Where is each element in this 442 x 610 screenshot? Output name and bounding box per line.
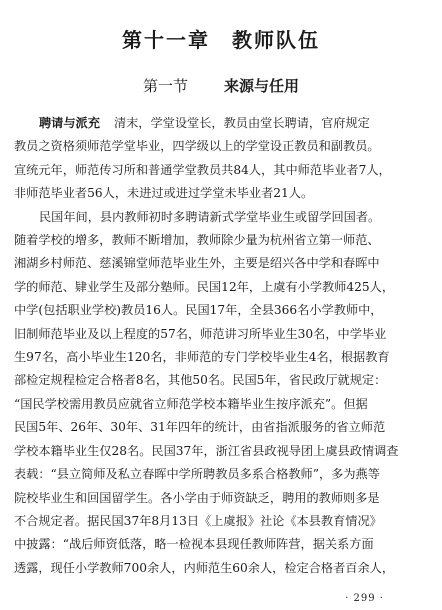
text-line: 透露，现任小学教师700余人，内师范生60余人，检定合格者百余人， [14, 560, 395, 575]
section-number: 第一节 [142, 77, 188, 95]
body-text [14, 112, 430, 580]
text-line: 宣统元年，师范传习所和普通学堂教员共84人，其中师范毕业者7人， [14, 162, 391, 177]
text-line: 生97名，高小毕业生120名，非师范的专门学校毕业生4名，根据教育 [14, 350, 390, 365]
text-line: 表载：“县立简师及私立春晖中学所聘教员多系合格教师”，多为燕等 [14, 467, 380, 482]
section-title [0, 75, 442, 96]
text-line: 旧制师范毕业及以上程度的57名，师范讲习所毕业生30名，中学毕业 [14, 326, 387, 341]
text-line: 民国5年、26年、30年、31年四年的统计，由省指派服务的省立师范 [14, 420, 386, 435]
text-line: “国民学校需用教员应就省立师范学校本籍毕业生按序派充”。但据 [14, 396, 368, 411]
text-line: 非师范毕业者56人，未进过或进过学堂未毕业者21人。 [14, 186, 314, 201]
text-line: 学校本籍毕业生仅28名。民国37年，浙江省县政视导团上虞县政情调查 [14, 443, 399, 458]
text-line: 随着学校的增多，教师不断增加，教师除少量为杭州省立第一师范、 [14, 233, 380, 248]
text-line: 中学(包括职业学校)教员16人。民国17年，全县366名小学教师中， [14, 303, 383, 318]
text-line: 院校毕业生和回国留学生。各小学由于师资缺乏，聘用的教师则多是 [14, 490, 380, 505]
text-line: 学的师范、肄业学生及部分塾师。民国12年，上虞有小学教师425人， [14, 279, 395, 294]
chapter-title: 第十一章 教师队伍 [122, 28, 320, 52]
text-line: 民国年间，县内教师初时多聘请新式学堂毕业生或留学回国者。 [39, 209, 381, 224]
text-line: 中披露：“战后师资低落，略一检视本县现任教师阵营，据关系方面 [14, 537, 374, 552]
text-line: 教员之资格须师范学堂毕业，四学级以上的学堂设正教员和副教员。 [14, 139, 380, 154]
text-line: 不合规定者。据民国37年8月13日《上虞报》社论《本县教育情况》 [14, 513, 382, 528]
text-line: 湘湖乡村师范、慈溪锦堂师范毕业生外，主要是绍兴各中学和春晖中 [14, 256, 380, 271]
section-name: 来源与任用 [224, 77, 300, 95]
text-line: 聘请与派充 清末，学堂设堂长，教员由堂长聘请，官府规定 [39, 116, 370, 130]
text-line: 部检定规程检定合格者8名，其他50名。民国5年，省民政厅就规定： [14, 373, 387, 388]
subsection-heading: 聘请与派充 [39, 116, 100, 130]
page-number: · 299 · [345, 593, 384, 604]
